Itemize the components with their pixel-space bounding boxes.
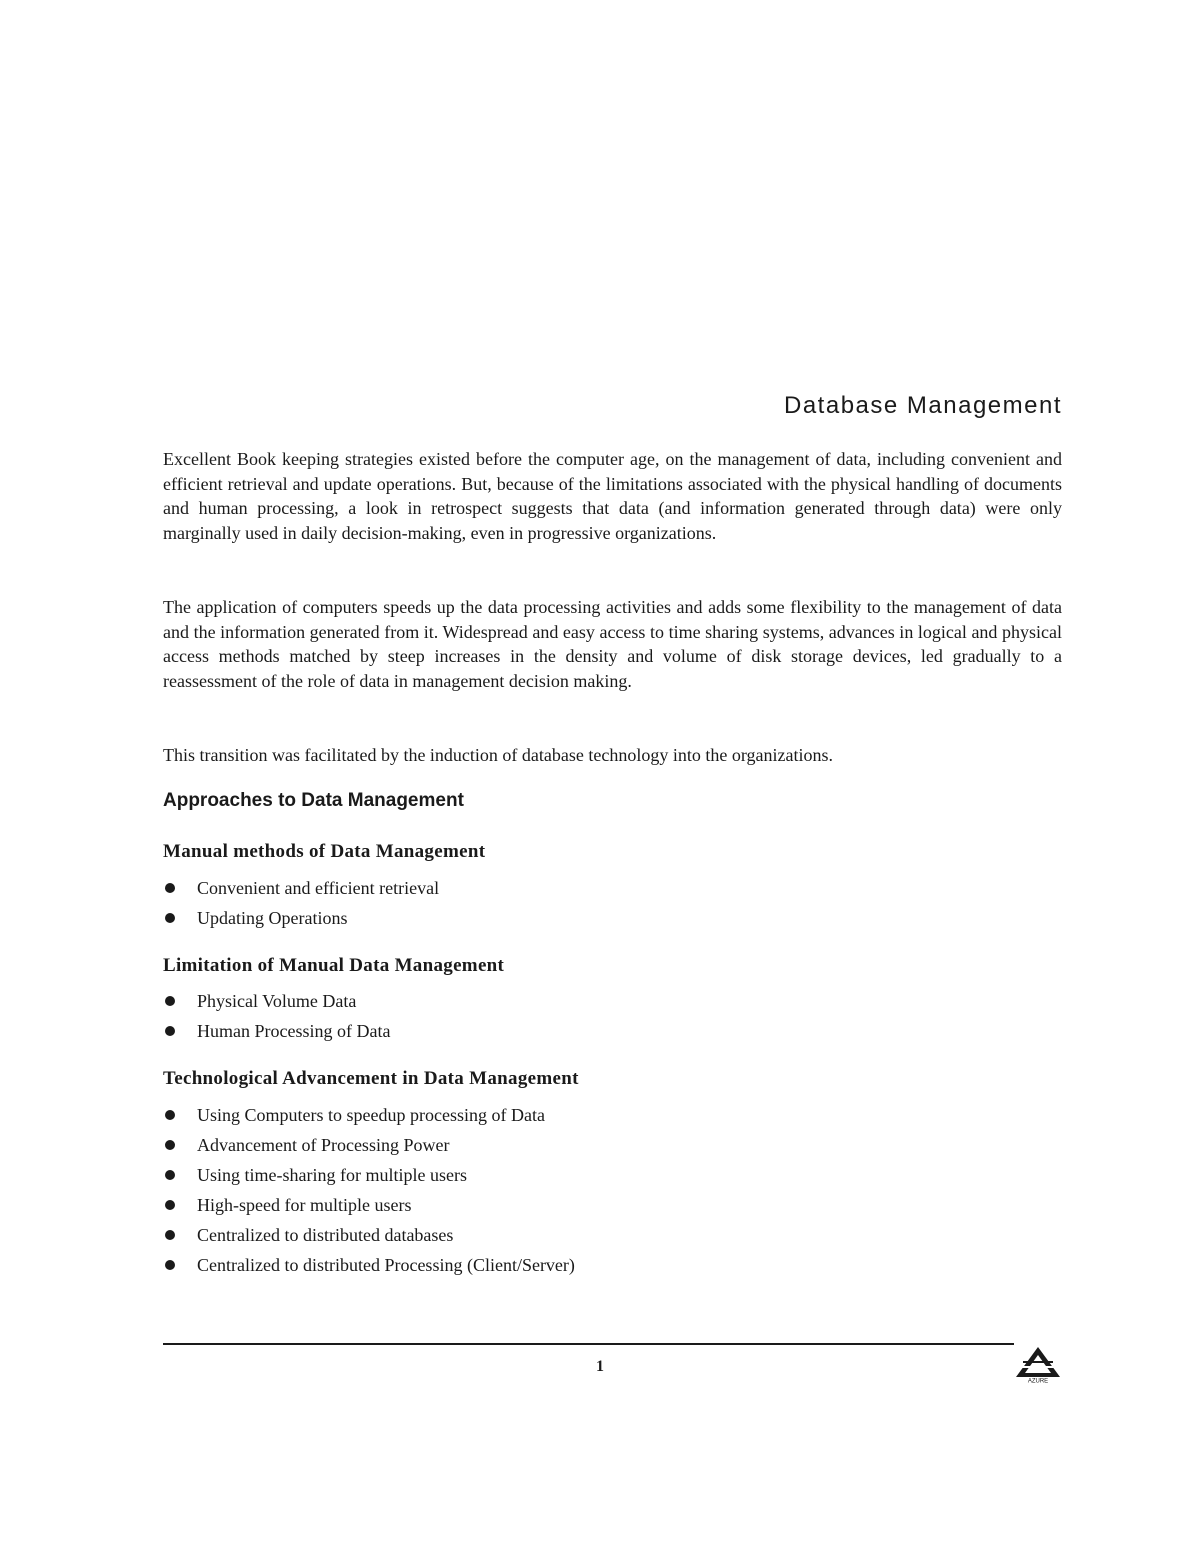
list-item-text: Convenient and efficient retrieval: [197, 878, 440, 898]
paragraph-computers: The application of computers speeds up the data processing activities and adds some flexibility to the management of data and the information generated from it. Widespread and easy access to time sharing systems, advances in logical and physical access methods matched by steep increases in the density and volume of disk storage devices, led gradually to a reassessment of the role of data in management decision making.: [163, 597, 1062, 691]
subsection-heading-technological: Technological Advancement in Data Management: [163, 1068, 579, 1089]
list-item: [163, 1130, 575, 1160]
bullet-icon: [165, 1170, 175, 1180]
bullet-icon: [165, 913, 175, 923]
list-item: [163, 986, 390, 1016]
list-item: [163, 873, 439, 903]
subsection-heading-limitation: Limitation of Manual Data Management: [163, 955, 505, 976]
list-item-text: Human Processing of Data: [197, 1021, 391, 1041]
bullet-icon: [165, 1140, 175, 1150]
list-item: [163, 1220, 575, 1250]
bullet-list-manual-methods: [163, 873, 439, 933]
list-item: [163, 1250, 575, 1280]
list-item-text: Centralized to distributed Processing (Client/Server): [197, 1255, 575, 1275]
subsection-heading-manual-methods: Manual methods of Data Management: [163, 841, 486, 862]
list-item: [163, 903, 439, 933]
page-title: Database Management: [784, 392, 1062, 419]
list-item-text: Updating Operations: [197, 908, 348, 928]
list-item-text: Advancement of Processing Power: [197, 1135, 450, 1155]
page-number: 1: [596, 1358, 604, 1375]
logo-text: AZURE: [1027, 1378, 1049, 1383]
list-item: [163, 1190, 575, 1220]
list-item: [163, 1016, 390, 1046]
bullet-icon: [165, 1260, 175, 1270]
bullet-icon: [165, 996, 175, 1006]
list-item-text: Centralized to distributed databases: [197, 1225, 454, 1245]
list-item-text: Physical Volume Data: [197, 991, 357, 1011]
list-item-text: High-speed for multiple users: [197, 1195, 412, 1215]
footer-rule: [163, 1343, 1014, 1345]
paragraph-transition: This transition was facilitated by the induction of database technology into the organizations.: [163, 745, 833, 765]
bullet-icon: [165, 1110, 175, 1120]
list-item-text: Using time-sharing for multiple users: [197, 1165, 467, 1185]
bullet-list-limitation: [163, 986, 390, 1046]
list-item-text: Using Computers to speedup processing of Data: [197, 1105, 545, 1125]
list-item: [163, 1100, 575, 1130]
paragraph-intro: Excellent Book keeping strategies existed before the computer age, on the management of data, including convenient and efficient retrieval and update operations. But, because of the limitations associated with the physical handling of documents and human processing, a look in retrospect suggests that data (and information generated through data) were only marginally used in daily decision-making, even in progressive organizations.: [163, 449, 1062, 543]
bullet-icon: [165, 1026, 175, 1036]
list-item: [163, 1160, 575, 1190]
bullet-list-technological: [163, 1100, 575, 1280]
bullet-icon: [165, 1230, 175, 1240]
triangle-logo-icon: [1014, 1343, 1062, 1383]
section-heading: Approaches to Data Management: [163, 790, 464, 811]
bullet-icon: [165, 883, 175, 893]
bullet-icon: [165, 1200, 175, 1210]
